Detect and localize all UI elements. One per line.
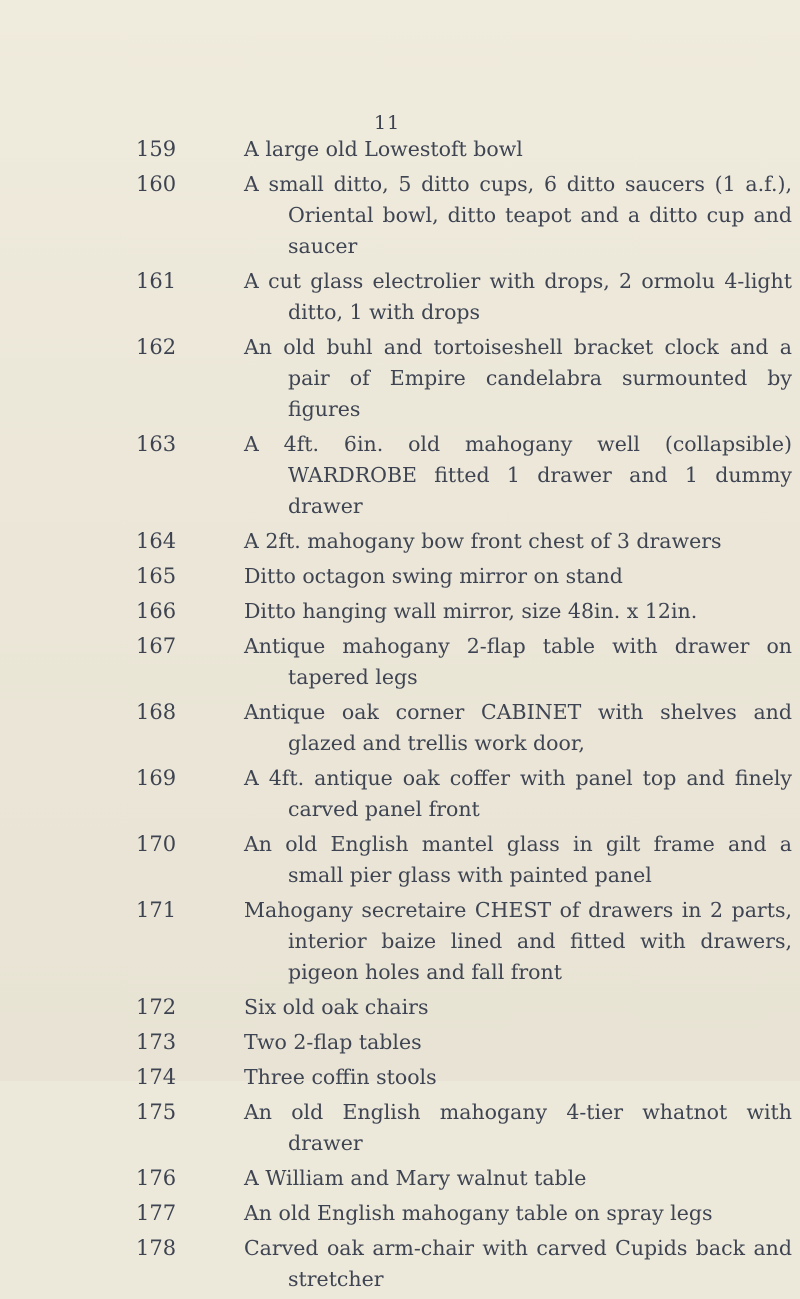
- lot-entry: [0, 266, 800, 328]
- lot-description: A large old Lowestoft bowl: [244, 137, 523, 161]
- lot-description: Ditto octagon swing mirror on stand: [244, 564, 623, 588]
- lot-description: Carved oak arm-chair with carved Cupids back and stretcher: [244, 1236, 792, 1291]
- lot-entry: [0, 631, 800, 693]
- lot-description: Ditto hanging wall mirror, size 48in. x 12in.: [244, 599, 698, 623]
- lot-entry: [0, 1097, 800, 1159]
- lot-number: 163: [136, 432, 177, 456]
- lot-entry: [0, 332, 800, 425]
- lot-entry: [0, 895, 800, 988]
- lot-entry: [0, 1198, 800, 1229]
- lot-number: 160: [136, 172, 177, 196]
- lot-number: 170: [136, 832, 177, 856]
- lot-number: 165: [136, 564, 177, 588]
- lot-description: An old buhl and tortoiseshell bracket clock and a pair of Empire candelabra surmounted by figures: [244, 335, 792, 421]
- lot-number: 167: [136, 634, 177, 658]
- lot-entry: [0, 1062, 800, 1093]
- lot-number: 175: [136, 1100, 177, 1124]
- lot-entry: [0, 829, 800, 891]
- lot-entry: [0, 596, 800, 627]
- lot-description: A small ditto, 5 ditto cups, 6 ditto saucers (1 a.f.), Oriental bowl, ditto teapot and a ditto cup and saucer: [244, 172, 792, 258]
- lot-entry: [0, 763, 800, 825]
- lot-entry: [0, 526, 800, 557]
- lot-description: A 4ft. antique oak coffer with panel top and finely carved panel front: [244, 766, 792, 821]
- lot-number: 177: [136, 1201, 177, 1225]
- lot-description: A 2ft. mahogany bow front chest of 3 drawers: [244, 529, 722, 553]
- lot-description: Antique oak corner CABINET with shelves and glazed and trellis work door,: [244, 700, 792, 755]
- lot-number: 172: [136, 995, 177, 1019]
- lot-number: 161: [136, 269, 177, 293]
- lot-description: Three coffin stools: [244, 1065, 437, 1089]
- lot-entry: [0, 1027, 800, 1058]
- lot-number: 169: [136, 766, 177, 790]
- lot-number: 159: [136, 137, 177, 161]
- lot-number: 171: [136, 898, 177, 922]
- lot-number: 168: [136, 700, 177, 724]
- lot-number: 164: [136, 529, 177, 553]
- lot-entry: [0, 429, 800, 522]
- lot-description: An old English mantel glass in gilt frame and a small pier glass with painted panel: [244, 832, 792, 887]
- lot-number: 173: [136, 1030, 177, 1054]
- lot-entry: [0, 697, 800, 759]
- lot-number: 176: [136, 1166, 177, 1190]
- lot-number: 162: [136, 335, 177, 359]
- lot-description: Six old oak chairs: [244, 995, 429, 1019]
- lot-description: An old English mahogany 4-tier whatnot with drawer: [244, 1100, 792, 1155]
- lot-description: Mahogany secretaire CHEST of drawers in 2 parts, interior baize lined and fitted with drawers, pigeon holes and fall front: [244, 898, 792, 984]
- lot-entry: [0, 1163, 800, 1194]
- lot-description: Antique mahogany 2-flap table with drawer on tapered legs: [244, 634, 792, 689]
- lot-list: [0, 134, 800, 1299]
- lot-entry: [0, 134, 800, 165]
- lot-entry: [0, 992, 800, 1023]
- lot-entry: [0, 1233, 800, 1295]
- lot-number: 174: [136, 1065, 177, 1089]
- lot-entry: [0, 169, 800, 262]
- lot-entry: [0, 561, 800, 592]
- lot-description: A William and Mary walnut table: [244, 1166, 587, 1190]
- lot-description: Two 2-flap tables: [244, 1030, 422, 1054]
- lot-number: 166: [136, 599, 177, 623]
- page-number: 11: [374, 112, 401, 134]
- lot-number: 178: [136, 1236, 177, 1260]
- lot-description: An old English mahogany table on spray legs: [244, 1201, 713, 1225]
- lot-description: A cut glass electrolier with drops, 2 ormolu 4-light ditto, 1 with drops: [244, 269, 792, 324]
- lot-description: A 4ft. 6in. old mahogany well (collapsible) WARDROBE fitted 1 drawer and 1 dummy drawer: [244, 432, 792, 518]
